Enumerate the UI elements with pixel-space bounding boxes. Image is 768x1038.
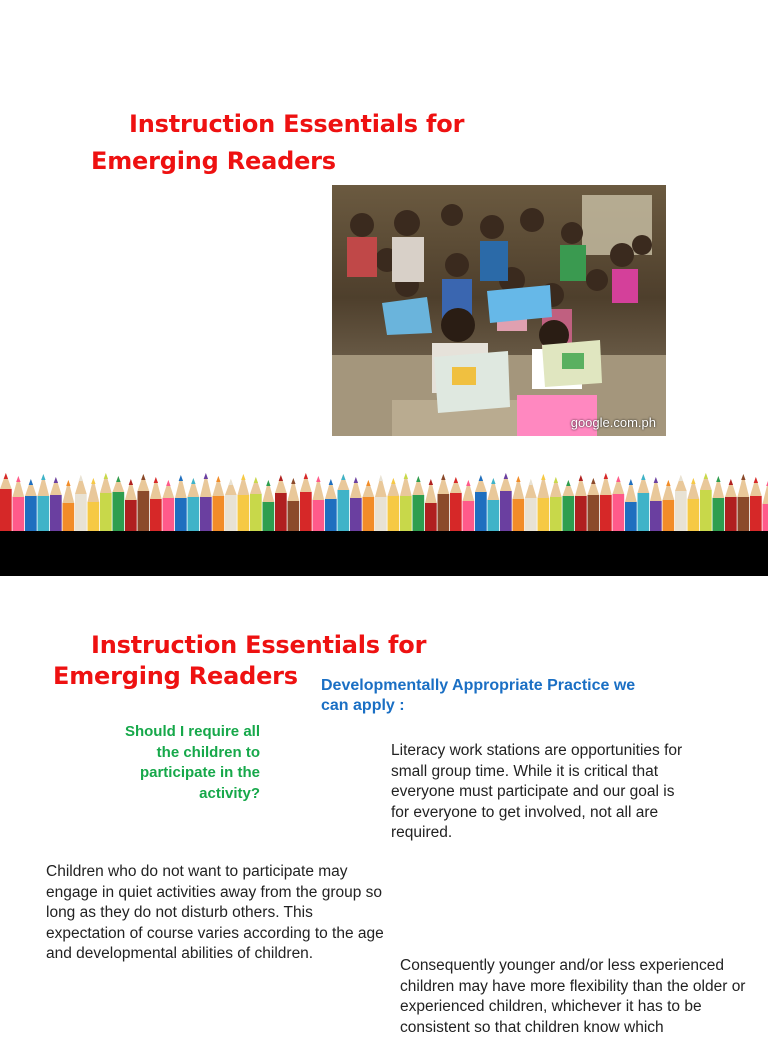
slide-2 (0, 576, 768, 1024)
classroom-photo (332, 185, 666, 436)
paragraph-consequently: Consequently younger and/or less experienced children may have more flexibility than the older or experienced children, whichever it has to be consistent so that children know which (400, 956, 762, 1038)
colored-pencils-decoration (0, 465, 768, 533)
slide-2-title-line-1: Instruction Essentials for (91, 627, 426, 663)
subheading: Developmentally Appropriate Practice we can apply : (321, 676, 661, 716)
paragraph-non-participation: Children who do not want to participate may engage in quiet activities away from the group so long as they do not disturb others. This expectation of course varies according to the age and developmental abilities of children. (46, 862, 396, 965)
slide-1-title-line-1: Instruction Essentials for (129, 106, 464, 142)
photo-caption: google.com.ph (571, 415, 656, 430)
slide-1-title-line-2: Emerging Readers (91, 143, 336, 179)
slide-2-title-line-2: Emerging Readers (53, 658, 298, 694)
question-text: Should I require all the children to participate in the activity? (100, 722, 260, 804)
paragraph-work-stations: Literacy work stations are opportunities for small group time. While it is critical that everyone must participate and our goal is for everyone to get involved, not all are required. (391, 741, 691, 844)
slide-1-bottom-band (0, 531, 768, 576)
